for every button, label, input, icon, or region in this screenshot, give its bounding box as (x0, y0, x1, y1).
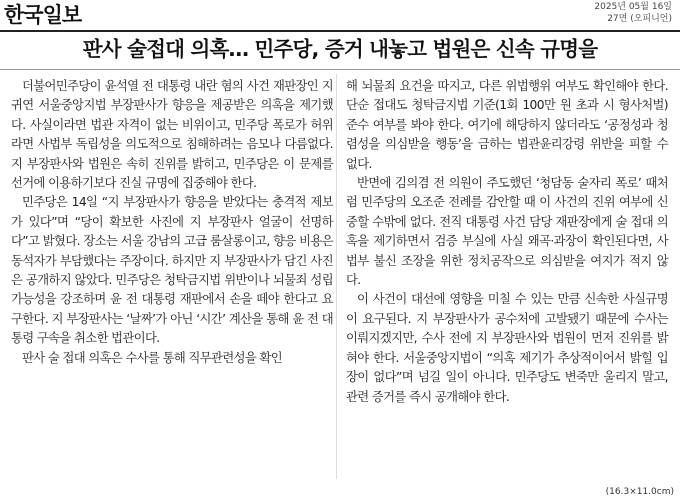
page-section: 27면 (오피니언) (607, 14, 672, 24)
paragraph: 민주당은 14일 “지 부장판사가 향응을 받았다는 충격적 제보가 있다”며 “당이 확보한 사진에 지 부장판사 얼굴이 선명하다”고 밝혔다. 장소는 서울 강남의 고급 룸살롱이고, 향응 비용은 동석자가 부담했다는 주장이다. 하지만 지 부장판사가 담긴 사진은 공개하지 않았다. 민주당은 청탁금지법 위반이나 뇌물죄 성립 가능성을 강조하며 윤 전 대통령 재판에서 손을 떼야 한다고 요구한다. 지 부장판사는 ‘날짜’가 아닌 ‘시간’ 계산을 통해 윤 전 대통령 구속을 취소한 법관이다. (11, 195, 333, 346)
article-column-left (11, 77, 333, 368)
top-rule (0, 30, 680, 32)
paragraph: 해 뇌물죄 요건을 따지고, 다른 위법행위 여부도 확인해야 한다. 단순 접대도 청탁금지법 기준(1회 100만 원 초과 시 형사처벌) 준수 여부를 봐야 한다. 여기에 해당하지 않더라도 ‘공정성과 청렴성을 의심받을 행동’을 금하는 법관윤리강령 위반을 피할 수 없다. (346, 79, 668, 171)
issue-date: 2025년 05월 16일 (594, 2, 672, 12)
masthead (0, 0, 680, 34)
article-headline: 판사 술접대 의혹… 민주당, 증거 내놓고 법원은 신속 규명을 (82, 37, 598, 61)
headline-rule (0, 69, 680, 70)
paragraph: 반면에 김의겸 전 의원이 주도했던 ‘청담동 술자리 폭로’ 때처럼 민주당의 오조준 전례를 감안할 때 이 사건의 진위 여부에 신중할 수밖에 없다. 전직 대통령 사건 담당 재판장에게 술 접대 의혹을 제기하면서 검증 부실에 사실 왜곡·과장이 확인된다면, 사법부 불신 조장을 위한 정치공작으로 의심받을 여지가 적지 않다. (346, 176, 668, 288)
paragraph: 판사 술 접대 의혹은 수사를 통해 직무관련성을 확인 (22, 350, 283, 365)
issue-meta (594, 1, 672, 25)
paragraph: 더불어민주당이 윤석열 전 대통령 내란 혐의 사건 재판장인 지귀연 서울중앙지법 부장판사가 향응을 제공받은 의혹을 제기했다. 사실이라면 법관 자격이 없는 비위이고, 민주당 폭로가 허위라면 사법부 독립성을 의도적으로 침해하려는 음모나 다름없다. 지 부장판사와 법원은 속히 진위를 밝히고, 민주당은 이 문제를 선거에 이용하기보다 진실 규명에 집중해야 한다. (11, 79, 333, 191)
clip-size: (16.3×11.0cm) (605, 487, 674, 497)
column-divider (336, 74, 337, 479)
paragraph: 이 사건이 대선에 영향을 미칠 수 있는 만큼 신속한 사실규명이 요구된다. 지 부장판사가 공수처에 고발됐기 때문에 수사는 이뤄지겠지만, 수사 전에 지 부장판사와 법원이 먼저 진위를 밝혀야 한다. 서울중앙지법이 “의혹 제기가 추상적이어서 밝힐 입장이 없다”며 넘길 일이 아니다. 민주당도 변죽만 울리지 말고, 관련 증거를 즉시 공개해야 한다. (346, 292, 668, 404)
article-column-right (346, 77, 668, 407)
newspaper-logo: 한국일보 (4, 3, 82, 27)
